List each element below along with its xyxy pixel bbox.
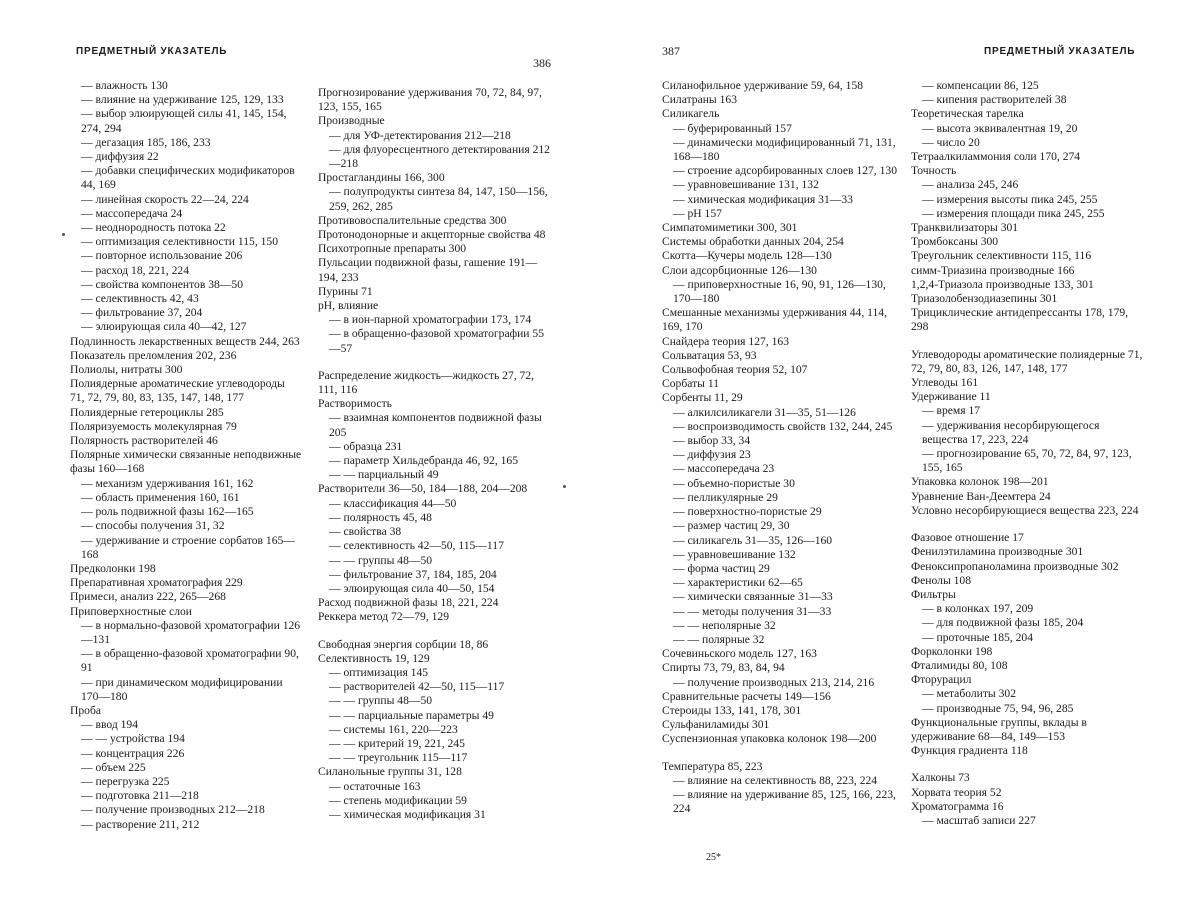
index-subentry: — силикагель 31—35, 126—160 [673, 533, 833, 547]
index-entry: Тромбоксаны 300 [911, 235, 999, 249]
index-entry: Реккера метод 72—79, 129 [318, 610, 450, 624]
index-subentry: — химическая модификация 31 [329, 807, 486, 821]
index-entry: Прогнозирование удерживания 70, 72, 84, 97, 123, 155, 165 [318, 86, 542, 114]
index-entry: Полиядерные гетероциклы 285 [70, 405, 224, 419]
index-entry: Противовоспалительные средства 300 [318, 213, 507, 227]
index-subentry: — время 17 [922, 404, 981, 418]
index-subentry: — масштаб записи 227 [922, 813, 1036, 827]
index-entry: Треугольник селективности 115, 116 [911, 249, 1092, 263]
index-entry: Смешанные механизмы удерживания 44, 114, 169, 170 [662, 306, 887, 334]
index-subentry: — классификация 44—50 [329, 496, 457, 510]
index-subentry: — — группы 48—50 [329, 553, 433, 567]
index-subentry: — остаточные 163 [329, 779, 421, 793]
index-subentry: — — методы получения 31—33 [673, 604, 832, 618]
index-subentry: — объемно-пористые 30 [673, 476, 795, 490]
running-head: ПРЕДМЕТНЫЙ УКАЗАТЕЛЬ [984, 46, 1136, 57]
index-subentry: — кипения растворителей 38 [922, 93, 1067, 107]
index-subentry: — параметр Хильдебранда 46, 92, 165 [329, 454, 519, 468]
index-subentry: — полупродукты синтеза 84, 147, 150—156, 259, 262, 285 [329, 185, 548, 213]
index-subentry: — подготовка 211—218 [81, 789, 199, 803]
index-entry: Упаковка колонок 198—201 [911, 475, 1049, 489]
index-subentry: — получение производных 213, 214, 216 [673, 675, 875, 689]
index-subentry: — метаболиты 302 [922, 687, 1017, 701]
index-subentry: — растворителей 42—50, 115—117 [329, 680, 505, 694]
index-entry: Тетраалкиламмония соли 170, 274 [911, 150, 1081, 164]
index-entry: Суспензионная упаковка колонок 198—200 [662, 732, 877, 746]
index-subentry: — анализа 245, 246 [922, 178, 1019, 192]
index-entry: Силанольные группы 31, 128 [318, 765, 462, 779]
index-subentry: — прогнозирование 65, 70, 72, 84, 97, 123, 155, 165 [922, 447, 1132, 475]
index-subentry: — фильтрование 37, 184, 185, 204 [329, 567, 497, 581]
index-subentry: — фильтрование 37, 204 [81, 306, 203, 320]
index-subentry: — свойства компонентов 38—50 [81, 277, 243, 291]
index-entry: Производные [318, 114, 385, 128]
index-entry: Подлинность лекарственных веществ 244, 263 [70, 334, 300, 348]
index-subentry: — в ион-парной хроматографии 173, 174 [329, 313, 532, 327]
index-entry: Распределение жидкость—жидкость 27, 72, 111, 116 [318, 368, 535, 397]
index-subentry: — диффузия 22 [81, 150, 159, 164]
index-entry: Силатраны 163 [662, 93, 738, 107]
index-entry: Проба [70, 703, 102, 717]
index-subentry: — элюирующая сила 40—42, 127 [81, 320, 247, 334]
index-entry: Сорбаты 11 [662, 377, 719, 391]
index-entry: Селективность 19, 129 [318, 651, 430, 665]
index-subentry: — проточные 185, 204 [922, 630, 1033, 644]
index-entry: Фильтры [911, 587, 956, 601]
index-entry: Функциональные группы, вклады в удерживание 68—84, 149—153 [911, 715, 1087, 743]
index-subentry: — объем 225 [81, 760, 146, 774]
index-subentry: — добавки специфических модификаторов 44, 169 [81, 164, 295, 192]
index-subentry: — влияние на удерживание 125, 129, 133 [81, 93, 284, 107]
index-subentry: — химически связанные 31—33 [673, 590, 833, 604]
index-column [70, 79, 302, 832]
index-entry: Психотропные препараты 300 [318, 242, 467, 256]
index-entry: Феноксипропаноламина производные 302 [911, 559, 1119, 573]
index-subentry: — массопередача 23 [673, 462, 775, 476]
index-subentry: — число 20 [922, 135, 980, 149]
running-head: ПРЕДМЕТНЫЙ УКАЗАТЕЛЬ [76, 46, 228, 57]
index-subentry: — взаимная компонентов подвижной фазы 205 [329, 411, 542, 439]
index-subentry: — выбор элюирующей силы 41, 145, 154, 274, 294 [81, 107, 287, 135]
index-subentry: — механизм удерживания 161, 162 [81, 476, 254, 490]
index-entry: Хорвата теория 52 [911, 785, 1002, 799]
index-subentry: — влажность 130 [81, 79, 168, 92]
index-entry: Силанофильное удерживание 59, 64, 158 [662, 79, 864, 92]
index-entry: Стероиды 133, 141, 178, 301 [662, 703, 802, 717]
index-subentry: — растворение 211, 212 [81, 817, 200, 831]
index-subentry: — динамически модифицированный 71, 131, 168—180 [673, 135, 896, 164]
index-subentry: — измерения площади пика 245, 255 [922, 206, 1105, 220]
index-entry: Пурины 71 [318, 284, 373, 298]
index-entry: Фталимиды 80, 108 [911, 658, 1008, 672]
print-speck [62, 233, 65, 236]
index-subentry: — высота эквивалентная 19, 20 [922, 121, 1078, 135]
index-entry: Полярность растворителей 46 [70, 434, 218, 448]
index-entry: 1,2,4-Триазола производные 133, 301 [911, 277, 1094, 291]
index-entry: Простагландины 166, 300 [318, 171, 445, 185]
index-entry: Сорбенты 11, 29 [662, 391, 743, 405]
index-subentry: — при динамическом модифицировании 170—180 [81, 675, 283, 703]
index-subentry: — область применения 160, 161 [81, 490, 240, 504]
index-subentry: — диффузия 23 [673, 448, 751, 462]
index-subentry: — полярность 45, 48 [329, 510, 432, 524]
index-entry: Углеводороды ароматические полиядерные 71, 72, 79, 80, 83, 126, 147, 148, 177 [911, 347, 1143, 375]
index-subentry: — буферированный 157 [673, 121, 792, 135]
index-subentry: — повторное использование 206 [81, 249, 243, 263]
index-subentry: — воспроизводимость свойств 132, 244, 245 [673, 419, 893, 433]
index-subentry: — — треугольник 115—117 [329, 751, 468, 765]
index-subentry: — неоднородность потока 22 [81, 221, 226, 235]
index-entry: Поляризуемость молекулярная 79 [70, 419, 237, 433]
index-entry: Фенилэтиламина производные 301 [911, 545, 1084, 559]
index-entry: Примеси, анализ 222, 265—268 [70, 590, 226, 604]
index-entry: Теоретическая тарелка [911, 107, 1024, 121]
index-subentry: — в колонках 197, 209 [922, 602, 1034, 616]
index-column [911, 79, 1143, 828]
index-subentry: — способы получения 31, 32 [81, 519, 225, 533]
index-entry: pH, влияние [318, 299, 379, 313]
index-entry: Свободная энергия сорбции 18, 86 [318, 637, 489, 651]
index-subentry: — химическая модификация 31—33 [673, 192, 853, 206]
index-entry: Симпатомиметики 300, 301 [662, 221, 798, 235]
index-entry: Пульсации подвижной фазы, гашение 191—194, 233 [318, 256, 538, 284]
index-subentry: — роль подвижной фазы 162—165 [81, 505, 254, 519]
index-subentry: — удерживание и строение сорбатов 165—168 [81, 533, 295, 561]
index-subentry: — оптимизация 145 [329, 665, 429, 679]
index-subentry: — удерживания несорбирующегося вещества 17, 223, 224 [922, 418, 1100, 446]
index-subentry: — приповерхностные 16, 90, 91, 126—130, 170—180 [673, 277, 886, 306]
index-entry: Углеводы 161 [911, 376, 979, 390]
index-entry: Системы обработки данных 204, 254 [662, 235, 844, 249]
index-entry: Транквилизаторы 301 [911, 221, 1019, 235]
index-entry: Удерживание 11 [911, 390, 991, 404]
index-entry: Полиядерные ароматические углеводороды 71, 72, 79, 80, 83, 135, 147, 148, 177 [70, 377, 285, 405]
index-subentry: — размер частиц 29, 30 [673, 519, 790, 533]
index-entry: Хроматограмма 16 [911, 799, 1004, 813]
index-subentry: — pH 157 [673, 206, 722, 220]
index-entry: Фазовое отношение 17 [911, 531, 1024, 545]
index-subentry: — в нормально-фазовой хроматографии 126—131 [81, 618, 301, 646]
index-subentry: — поверхностно-пористые 29 [673, 505, 822, 519]
index-entry: Функция градиента 118 [911, 744, 1028, 758]
index-subentry: — перегрузка 225 [81, 774, 170, 788]
index-subentry: — измерения высоты пика 245, 255 [922, 192, 1098, 206]
index-column [662, 79, 898, 816]
index-subentry: — для флуоресцентного детектирования 212—218 [329, 142, 550, 171]
index-subentry: — производные 75, 94, 96, 285 [922, 701, 1074, 715]
index-subentry: — форма частиц 29 [673, 561, 770, 575]
index-subentry: — образца 231 [329, 439, 403, 453]
index-subentry: — — критерий 19, 221, 245 [329, 736, 465, 750]
page-number: 386 [533, 56, 551, 70]
index-subentry: — — группы 48—50 [329, 694, 433, 708]
index-entry: Фенолы 108 [911, 573, 972, 587]
index-subentry: — селективность 42—50, 115—117 [329, 539, 504, 553]
index-subentry: — выбор 33, 34 [673, 434, 751, 448]
index-entry: Препаративная хроматография 229 [70, 576, 243, 590]
index-entry: Силикагель [662, 107, 720, 121]
index-entry: Сравнительные расчеты 149—156 [662, 689, 831, 703]
index-entry: Растворимость [318, 397, 392, 411]
index-entry: Халконы 73 [911, 771, 970, 785]
index-entry: Полярные химически связанные неподвижные фазы 160—168 [70, 448, 302, 476]
index-entry: Расход подвижной фазы 18, 221, 224 [318, 596, 499, 610]
index-entry: Протонодонорные и акцепторные свойства 48 [318, 228, 546, 242]
index-entry: Полиолы, нитраты 300 [70, 363, 183, 377]
index-entry: Спирты 73, 79, 83, 84, 94 [662, 661, 785, 675]
index-subentry: — в обращенно-фазовой хроматографии 90, 91 [81, 647, 299, 675]
index-entry: Форколонки 198 [911, 644, 993, 658]
index-subentry: — — полярные 32 [673, 632, 765, 646]
index-entry: Снайдера теория 127, 163 [662, 334, 789, 348]
index-entry: Сольватация 53, 93 [662, 348, 757, 362]
index-entry: Температура 85, 223 [662, 759, 763, 773]
index-subentry: — пелликулярные 29 [673, 490, 778, 504]
index-entry: Уравнение Ван-Деемтера 24 [911, 489, 1051, 503]
index-subentry: — уравновешивание 131, 132 [673, 178, 819, 192]
index-subentry: — характеристики 62—65 [673, 576, 803, 590]
index-entry: Сочевиньского модель 127, 163 [662, 647, 817, 661]
index-subentry: — свойства 38 [329, 525, 402, 539]
index-subentry: — — парциальный 49 [329, 468, 439, 482]
printer-signature: 25* [706, 852, 721, 863]
index-entry: Триазолобензодиазепины 301 [911, 292, 1058, 306]
index-subentry: — селективность 42, 43 [81, 292, 199, 306]
index-entry: Точность [911, 164, 957, 178]
index-entry: симм-Триазина производные 166 [911, 263, 1075, 277]
index-entry: Показатель преломления 202, 236 [70, 348, 237, 362]
index-entry: Приповерхностные слои [70, 604, 192, 618]
index-subentry: — оптимизация селективности 115, 150 [81, 235, 279, 249]
index-subentry: — строение адсорбированных слоев 127, 130 [673, 164, 897, 178]
index-subentry: — элюирующая сила 40—50, 154 [329, 581, 495, 595]
index-entry: Условно несорбирующиеся вещества 223, 224 [911, 503, 1139, 517]
print-speck [563, 485, 566, 488]
index-subentry: — для УФ-детектирования 212—218 [329, 128, 511, 142]
index-subentry: — — парциальные параметры 49 [329, 708, 494, 722]
index-subentry: — влияние на селективность 88, 223, 224 [673, 773, 878, 787]
index-entry: Сольвофобная теория 52, 107 [662, 363, 808, 377]
index-subentry: — массопередача 24 [81, 206, 183, 220]
page-number: 387 [662, 44, 680, 58]
index-subentry: — для подвижной фазы 185, 204 [922, 616, 1084, 630]
index-entry: Растворители 36—50, 184—188, 204—208 [318, 482, 528, 496]
index-subentry: — концентрация 226 [81, 746, 185, 760]
index-entry: Фторурацил [911, 673, 972, 687]
index-entry: Трициклические антидепрессанты 178, 179, 298 [911, 306, 1129, 334]
index-subentry: — степень модификации 59 [329, 793, 467, 807]
index-subentry: — компенсации 86, 125 [922, 79, 1039, 92]
index-subentry: — уравновешивание 132 [673, 547, 796, 561]
index-subentry: — — неполярные 32 [673, 618, 776, 632]
index-column [318, 86, 554, 822]
index-subentry: — линейная скорость 22—24, 224 [81, 192, 249, 206]
index-entry: Сульфаниламиды 301 [662, 718, 770, 732]
index-subentry: — дегазация 185, 186, 233 [81, 135, 211, 149]
index-entry: Скотта—Кучеры модель 128—130 [662, 249, 832, 263]
index-subentry: — получение производных 212—218 [81, 803, 265, 817]
index-subentry: — системы 161, 220—223 [329, 722, 458, 736]
index-subentry: — — устройства 194 [81, 732, 185, 746]
index-subentry: — в обращенно-фазовой хроматографии 55—57 [329, 327, 544, 355]
index-entry: Предколонки 198 [70, 561, 156, 575]
index-subentry: — ввод 194 [81, 718, 139, 732]
index-subentry: — расход 18, 221, 224 [81, 263, 190, 277]
index-entry: Слои адсорбционные 126—130 [662, 263, 817, 277]
right-page [600, 0, 1200, 909]
index-subentry: — алкилсиликагели 31—35, 51—126 [673, 405, 856, 419]
index-subentry: — влияние на удерживание 85, 125, 166, 223, 224 [673, 787, 896, 816]
